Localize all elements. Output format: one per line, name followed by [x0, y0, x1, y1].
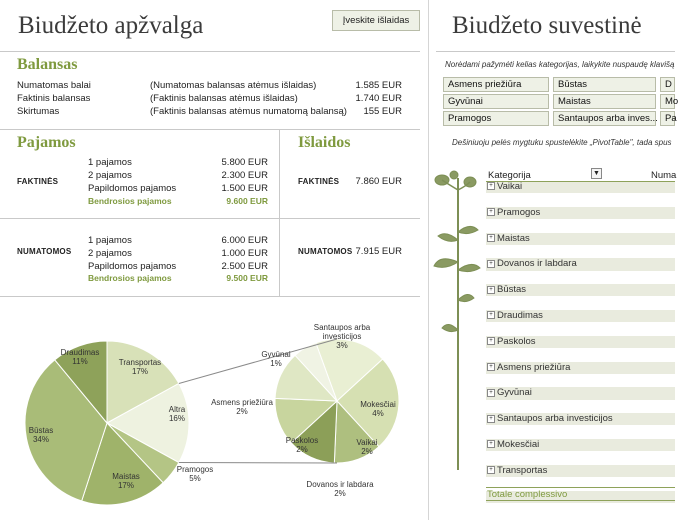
pivot-row-label: Draudimas: [497, 310, 543, 321]
pivot-row[interactable]: [487, 181, 522, 192]
balance-value: 155 EUR: [363, 106, 402, 117]
income-row-value: 1.000 EUR: [221, 248, 268, 259]
slicer-button[interactable]: Pramogos: [443, 111, 549, 126]
balance-note: (Faktinis balansas atėmus numatomą balansą): [150, 106, 347, 117]
income-actual-total-label: Bendrosios pajamos: [88, 196, 172, 206]
expand-icon[interactable]: +: [487, 440, 495, 448]
income-row-label: 2 pajamos: [88, 170, 132, 181]
balance-label: Skirtumas: [17, 106, 60, 117]
balance-note: (Faktinis balansas atėmus išlaidas): [150, 93, 298, 104]
income-actual-total: 9.600 EUR: [226, 196, 268, 206]
income-row-value: 2.500 EUR: [221, 261, 268, 272]
pie-label-name: Maistas: [112, 472, 140, 481]
plant-illustration-icon: [430, 170, 486, 470]
pie-label-name: Pramogos: [176, 465, 214, 474]
income-row-label: Papildomos pajamos: [88, 261, 177, 272]
expand-icon[interactable]: +: [487, 182, 495, 190]
slicer-button[interactable]: Gyvūnai: [443, 94, 549, 109]
pivot-row-label: Būstas: [497, 284, 527, 296]
pivot-row-label: Pramogos: [497, 206, 541, 218]
pivot-row[interactable]: [487, 207, 540, 218]
sub-pie-label-name: Dovanos ir labdara: [306, 480, 374, 489]
pivot-row-label: Mokesčiai: [497, 439, 540, 450]
pie-label-name: Būstas: [28, 426, 54, 435]
expenses-actual-value: 7.860 EUR: [355, 176, 402, 187]
balance-value: 1.585 EUR: [355, 80, 402, 91]
income-row-label: 1 pajamos: [88, 235, 132, 246]
income-row-label: Papildomos pajamos: [88, 183, 177, 194]
overview-title: Biudžeto apžvalga: [18, 12, 204, 39]
balance-heading: Balansas: [17, 56, 78, 73]
pivot-row[interactable]: [487, 465, 547, 476]
pie-label: [1, 426, 81, 444]
sub-pie-label-pct: 2%: [296, 445, 308, 454]
slicer-button[interactable]: D: [660, 77, 675, 92]
expand-icon[interactable]: +: [487, 234, 495, 242]
expenses-heading: Išlaidos: [298, 134, 351, 151]
pivot-hint: Dešiniuoju pelės mygtuku spustelėkite „PivotTable", tada spus: [452, 138, 672, 147]
sub-pie-label-pct: 3%: [336, 341, 348, 350]
pivot-row-label: Maistas: [497, 232, 530, 244]
pivot-row[interactable]: [487, 258, 577, 269]
sub-pie-label-name: Asmens priežiūra: [211, 398, 273, 407]
income-planned-label: NUMATOMOS: [17, 247, 72, 256]
sub-pie-label-pct: 2%: [334, 489, 346, 498]
slicer-button[interactable]: Mo: [660, 94, 675, 109]
sub-pie-label: [252, 436, 352, 454]
slicer-button[interactable]: Pa: [660, 111, 675, 126]
expenses-actual-label: FAKTINĖS: [298, 177, 340, 186]
expand-icon[interactable]: +: [487, 311, 495, 319]
income-planned-total-label: Bendrosios pajamos: [88, 273, 172, 283]
balance-value: 1.740 EUR: [355, 93, 402, 104]
balance-label: Faktinis balansas: [17, 93, 91, 104]
pivot-row[interactable]: [487, 310, 543, 321]
expand-icon[interactable]: +: [487, 286, 495, 294]
sub-pie-label: [192, 398, 292, 416]
pie-label: [40, 348, 120, 366]
pie-label: [155, 465, 235, 483]
pie-label-name: Altra: [168, 405, 186, 414]
slicer-button[interactable]: Būstas: [553, 77, 656, 92]
sub-pie-label-pct: 4%: [372, 409, 384, 418]
income-row-value: 1.500 EUR: [221, 183, 268, 194]
pivot-row-label: Vaikai: [497, 181, 523, 192]
income-row-label: 1 pajamos: [88, 157, 132, 168]
sub-pie-label-pct: 2%: [361, 447, 373, 456]
pivot-row-label: Transportas: [497, 464, 548, 476]
pivot-row-label: Santaupos arba investicijos: [497, 413, 613, 425]
summary-title: Biudžeto suvestinė: [452, 12, 642, 39]
pie-label-pct: 34%: [32, 435, 49, 444]
expenses-planned-label: NUMATOMOS: [298, 247, 353, 256]
balance-label: Numatomas balai: [17, 80, 91, 91]
pivot-grand-total-row: [486, 487, 675, 501]
pie-label-name: Draudimas: [60, 348, 100, 357]
pivot-row-label: Asmens priežiūra: [497, 361, 571, 373]
sub-pie-label-name: Santaupos arba investicijos: [313, 323, 371, 341]
income-actual-label: FAKTINĖS: [17, 177, 59, 186]
expand-icon[interactable]: +: [487, 208, 495, 216]
expand-icon[interactable]: +: [487, 260, 495, 268]
income-heading: Pajamos: [17, 134, 76, 151]
pie-label-pct: 16%: [168, 414, 185, 423]
slicer-button[interactable]: Maistas: [553, 94, 656, 109]
expenses-planned-value: 7.915 EUR: [355, 246, 402, 257]
income-row-label: 2 pajamos: [88, 248, 132, 259]
pivot-grand-total: Totale complessivo: [487, 489, 568, 500]
pivot-row[interactable]: [487, 362, 570, 373]
expand-icon[interactable]: +: [487, 337, 495, 345]
pivot-row[interactable]: [487, 336, 536, 347]
income-row-value: 6.000 EUR: [221, 235, 268, 246]
sub-pie-label-name: Gyvūnai: [261, 350, 291, 359]
pivot-row[interactable]: [487, 387, 532, 398]
sub-pie-label-name: Mokesčiai: [360, 400, 396, 409]
pivot-row[interactable]: [487, 284, 526, 295]
pivot-row-label: Dovanos ir labdara: [497, 258, 577, 270]
pie-label-pct: 17%: [117, 481, 134, 490]
sub-pie-label-pct: 1%: [270, 359, 282, 368]
pie-label-pct: 17%: [131, 367, 148, 376]
expand-icon[interactable]: +: [487, 363, 495, 371]
income-row-value: 2.300 EUR: [221, 170, 268, 181]
sub-pie-label-pct: 2%: [236, 407, 248, 416]
sub-pie-label-name: Vaikai: [356, 438, 378, 447]
pie-label: [86, 472, 166, 490]
pivot-row-label: Paskolos: [497, 335, 536, 347]
pie-label-pct: 11%: [72, 357, 88, 366]
sub-pie-label: [292, 323, 392, 350]
pivot-value-header: Numa: [651, 170, 677, 181]
pivot-row[interactable]: [487, 413, 613, 424]
pie-label-pct: 5%: [189, 474, 201, 483]
slicer-hint: Norėdami pažymėti kelias kategorijas, laikykite nuspaudę klavišą: [445, 60, 675, 69]
expand-icon[interactable]: +: [487, 389, 495, 397]
sub-pie-label: [226, 350, 326, 368]
balance-note: (Numatomas balansas atėmus išlaidas): [150, 80, 317, 91]
enter-expenses-button[interactable]: Įveskite išlaidas: [332, 10, 420, 31]
sub-pie-label: [328, 400, 428, 418]
sub-pie-label: [290, 480, 390, 498]
income-row-value: 5.800 EUR: [221, 157, 268, 168]
pivot-row-label: Gyvūnai: [497, 387, 532, 399]
pivot-row[interactable]: [487, 439, 539, 450]
income-planned-total: 9.500 EUR: [226, 273, 268, 283]
sub-pie-label-name: Paskolos: [285, 436, 319, 445]
filter-dropdown-icon[interactable]: ▼: [591, 168, 602, 179]
pivot-header: Kategorija: [488, 170, 531, 181]
pie-label-name: Transportas: [118, 358, 162, 367]
expand-icon[interactable]: +: [487, 415, 495, 423]
expand-icon[interactable]: +: [487, 466, 495, 474]
pivot-row[interactable]: [487, 233, 530, 244]
slicer-button[interactable]: Santaupos arba inves...: [553, 111, 656, 126]
slicer-button[interactable]: Asmens priežiūra: [443, 77, 549, 92]
